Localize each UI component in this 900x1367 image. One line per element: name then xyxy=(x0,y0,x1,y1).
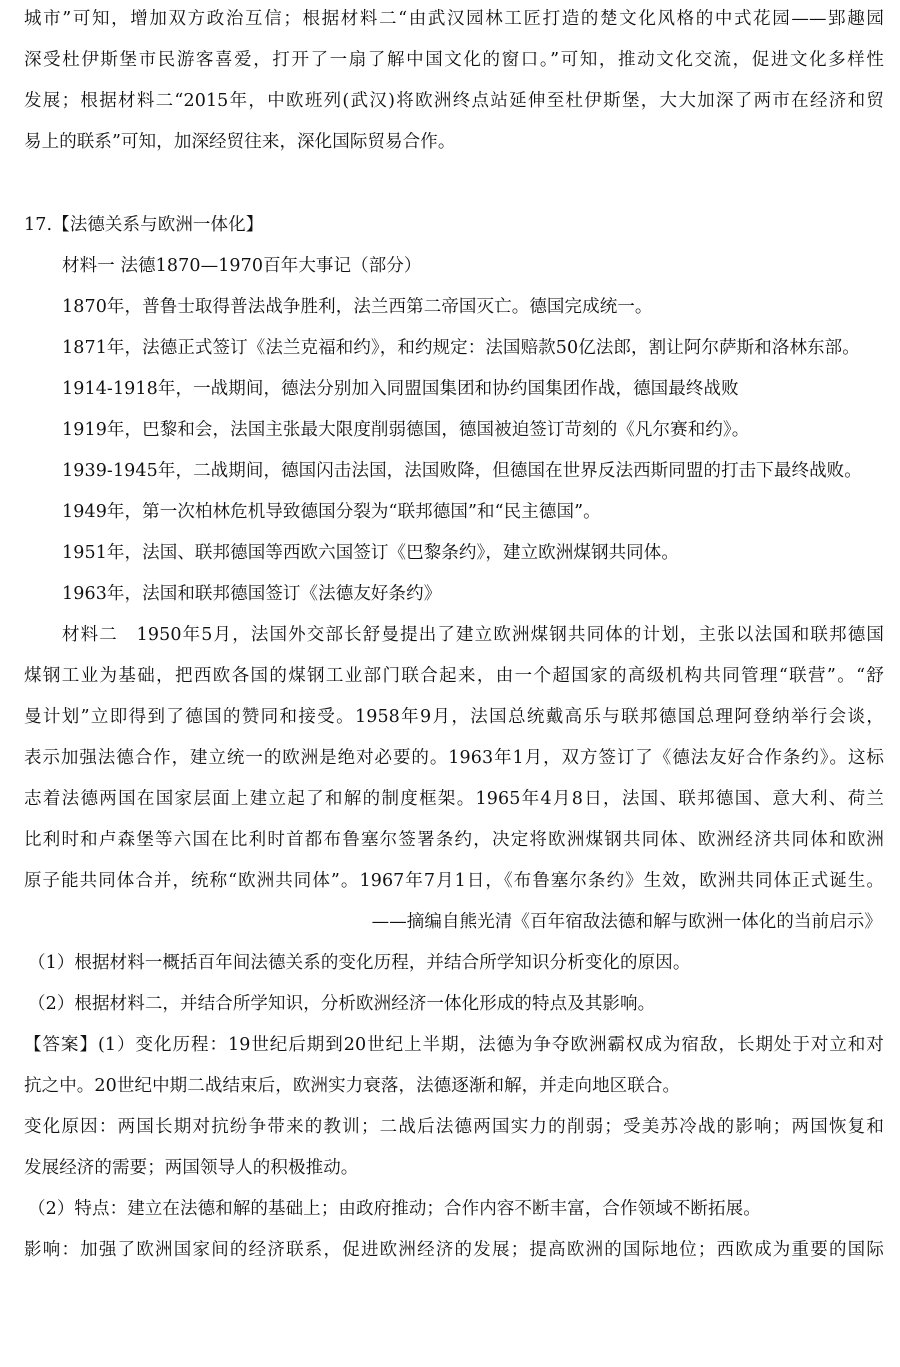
timeline-item-1963: 1963年，法国和联邦德国签订《法德友好条约》 xyxy=(62,584,442,604)
material-two-line-6: 比利时和卢森堡等六国在比利时首都布鲁塞尔签署条约，决定将欧洲煤钢共同体、欧洲经济共同体和欧洲 xyxy=(24,830,884,850)
timeline-item-1949: 1949年，第一次柏林危机导致德国分裂为“联邦德国”和“民主德国”。 xyxy=(62,502,601,522)
material-one-title: 材料一 法德1870—1970百年大事记（部分） xyxy=(62,256,422,276)
timeline-item-1870: 1870年，普鲁士取得普法战争胜利，法兰西第二帝国灭亡。德国完成统一。 xyxy=(62,297,653,317)
answer-line-1: 【答案】(1）变化历程：19世纪后期到20世纪上半期，法德为争夺欧洲霸权成为宿敌，长期处于对立和对 xyxy=(24,1035,884,1055)
timeline-item-1914: 1914-1918年，一战期间，德法分别加入同盟国集团和协约国集团作战，德国最终战败 xyxy=(62,379,739,399)
question-part-2: （2）根据材料二，并结合所学知识，分析欧洲经济一体化形成的特点及其影响。 xyxy=(28,994,656,1014)
question-heading: 17.【法德关系与欧洲一体化】 xyxy=(24,215,264,235)
material-two-line-5: 志着法德两国在国家层面上建立起了和解的制度框架。1965年4月8日，法国、联邦德国、意大利、荷兰 xyxy=(24,789,884,809)
text-line-3: 发展；根据材料二“2015年，中欧班列(武汉)将欧洲终点站延伸至杜伊斯堡，大大加深了两市在经济和贸 xyxy=(24,91,884,111)
timeline-item-1939: 1939-1945年，二战期间，德国闪击法国，法国败降，但德国在世界反法西斯同盟的打击下最终战败。 xyxy=(62,461,862,481)
text-line-2: 深受杜伊斯堡市民游客喜爱，打开了一扇了解中国文化的窗口。”可知，推动文化交流，促进文化多样性 xyxy=(24,50,884,70)
text-line-4: 易上的联系”可知，加深经贸往来，深化国际贸易合作。 xyxy=(24,132,456,152)
timeline-item-1919: 1919年，巴黎和会，法国主张最大限度削弱德国，德国被迫签订苛刻的《凡尔赛和约》。 xyxy=(62,420,750,440)
timeline-item-1951: 1951年，法国、联邦德国等西欧六国签订《巴黎条约》，建立欧洲煤钢共同体。 xyxy=(62,543,679,563)
answer-line-4: 发展经济的需要；两国领导人的积极推动。 xyxy=(24,1158,359,1178)
answer-line-2: 抗之中。20世纪中期二战结束后，欧洲实力衰落，法德逐渐和解，并走向地区联合。 xyxy=(24,1076,681,1096)
answer-line-6: 影响：加强了欧洲国家间的经济联系，促进欧洲经济的发展；提高欧洲的国际地位；西欧成为重要的国际 xyxy=(24,1240,884,1260)
material-two-line-3: 曼计划”立即得到了德国的赞同和接受。1958年9月，法国总统戴高乐与联邦德国总理阿登纳举行会谈， xyxy=(24,707,884,727)
timeline-item-1871: 1871年，法德正式签订《法兰克福和约》，和约规定：法国赔款50亿法郎，割让阿尔萨斯和洛林东部。 xyxy=(62,338,860,358)
material-two-line-7: 原子能共同体合并，统称“欧洲共同体”。1967年7月1日，《布鲁塞尔条约》生效，欧洲共同体正式诞生。 xyxy=(24,871,884,891)
answer-line-3: 变化原因：两国长期对抗纷争带来的教训；二战后法德两国实力的削弱；受美苏冷战的影响；两国恢复和 xyxy=(24,1117,884,1137)
answer-line-5: （2）特点：建立在法德和解的基础上；由政府推动；合作内容不断丰富，合作领域不断拓展。 xyxy=(28,1199,761,1219)
material-two-line-2: 煤钢工业为基础，把西欧各国的煤钢工业部门联合起来，由一个超国家的高级机构共同管理“联营”。“舒 xyxy=(24,666,884,686)
material-two-line-1: 材料二 1950年5月，法国外交部长舒曼提出了建立欧洲煤钢共同体的计划，主张以法国和联邦德国 xyxy=(62,625,884,645)
question-part-1: （1）根据材料一概括百年间法德关系的变化历程，并结合所学知识分析变化的原因。 xyxy=(28,953,691,973)
material-two-line-4: 表示加强法德合作，建立统一的欧洲是绝对必要的。1963年1月，双方签订了《德法友好合作条约》。这标 xyxy=(24,748,884,768)
source-citation: ——摘编自熊光清《百年宿敌法德和解与欧洲一体化的当前启示》 xyxy=(371,912,882,932)
text-line-1: 城市”可知，增加双方政治互信；根据材料二“由武汉园林工匠打造的楚文化风格的中式花园——郢趣园 xyxy=(24,9,884,29)
